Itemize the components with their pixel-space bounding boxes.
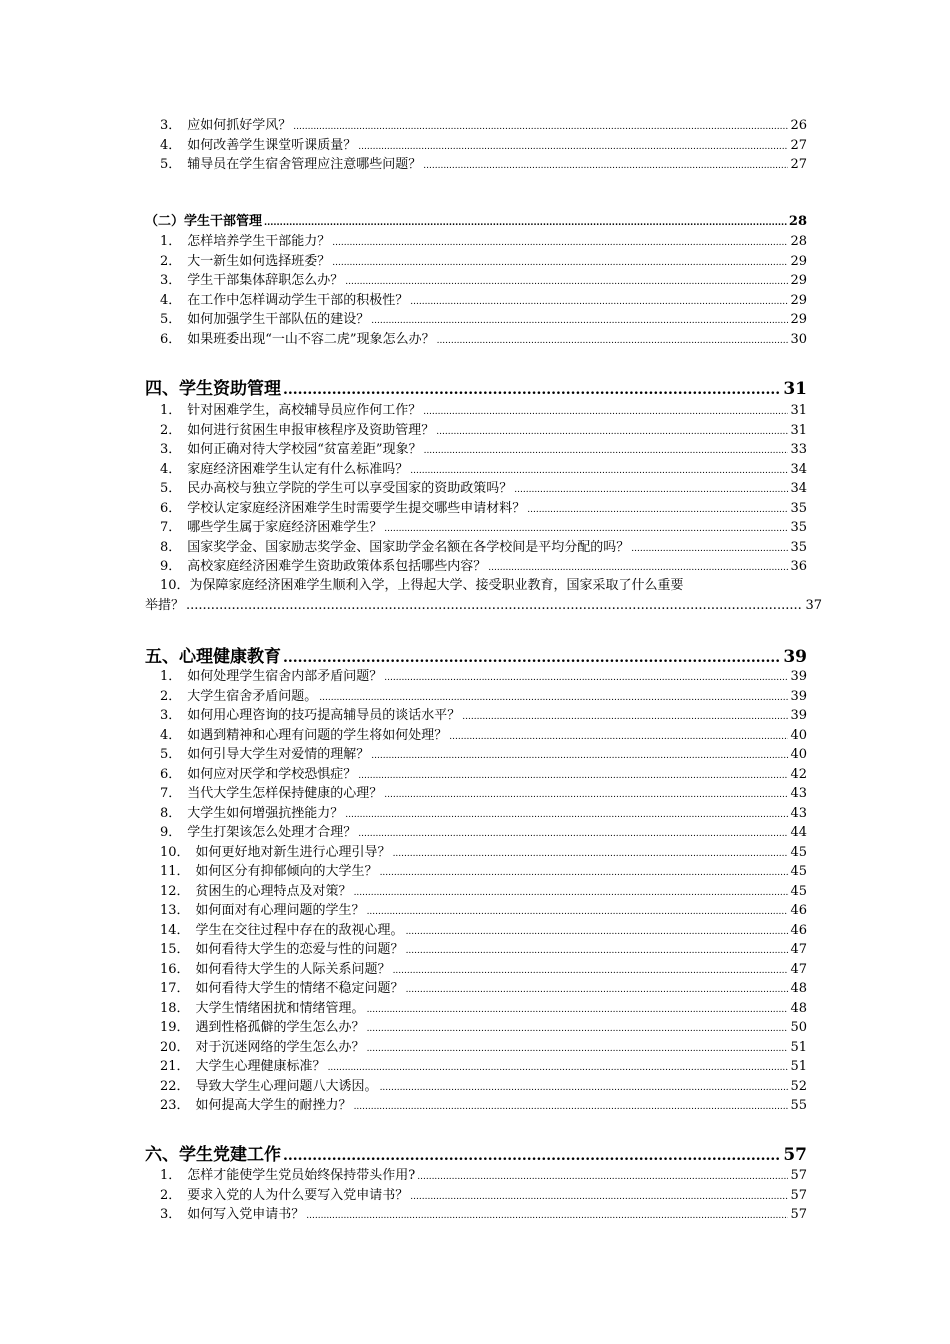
item-text: 大学生宿舍矛盾问题。 [187, 688, 318, 704]
item-text: 如何用心理咨询的技巧提高辅导员的谈话水平？ [187, 708, 461, 723]
item-text: 如何引导大学生对爱情的理解？ [187, 747, 370, 762]
item-text: 怎样培养学生干部能力？ [187, 234, 331, 249]
item-text: 如何写入党申请书？ [187, 1207, 305, 1222]
toc-item[interactable] [145, 1038, 807, 1058]
item-page: 45 [790, 864, 807, 879]
item-page: 48 [790, 981, 807, 996]
item-number: 3． [160, 118, 182, 133]
toc-item[interactable] [145, 940, 807, 960]
section-title: 四、学生资助管理 [145, 379, 281, 399]
item-page: 48 [790, 1000, 807, 1016]
toc-item[interactable] [145, 745, 807, 765]
leader-dots [332, 252, 788, 274]
item-number: 15． [160, 942, 190, 957]
item-number: 1． [160, 1168, 182, 1183]
toc-item[interactable] [145, 1166, 807, 1186]
item-number: 3． [160, 273, 182, 288]
item-text: 民办高校与独立学院的学生可以享受国家的资助政策吗？ [187, 481, 513, 496]
toc-section-party-building[interactable] [145, 1142, 807, 1168]
item-page: 39 [790, 708, 807, 723]
item-page: 31 [790, 403, 807, 418]
item-page: 26 [790, 118, 807, 133]
item-text: 在工作中怎样调动学生干部的积极性？ [187, 292, 409, 308]
item-page: 51 [790, 1059, 807, 1074]
toc-item[interactable] [145, 687, 807, 707]
item-number: 2． [160, 1187, 182, 1203]
item-page: 52 [790, 1078, 807, 1094]
toc-item[interactable] [145, 499, 807, 519]
leader-dots [410, 1186, 788, 1208]
item-text: 大一新生如何选择班委？ [187, 253, 331, 269]
item-number: 12． [160, 883, 190, 899]
item-text: 如何正确对待大学校园“贫富差距”现象？ [187, 442, 422, 457]
leader-dots [437, 330, 789, 352]
leader-dots [358, 136, 788, 158]
item-page: 47 [790, 942, 807, 957]
toc-item[interactable] [145, 232, 807, 252]
item-page: 44 [790, 825, 807, 840]
item-page: 57 [790, 1207, 807, 1222]
item-text: 如何看待大学生的情绪不稳定问题？ [195, 981, 404, 996]
toc-item[interactable] [145, 765, 807, 785]
toc-item[interactable] [145, 726, 807, 746]
item-number: 4． [160, 461, 182, 477]
toc-item[interactable] [145, 518, 807, 538]
leader-dots [436, 421, 788, 443]
item-number: 9． [160, 825, 182, 840]
toc-item[interactable] [145, 1057, 807, 1077]
toc-item[interactable] [145, 271, 807, 291]
item-text: 学生打架该怎么处理才合理？ [187, 825, 357, 840]
item-page: 40 [790, 727, 807, 743]
item-page: 29 [790, 292, 807, 308]
toc-item[interactable] [145, 136, 807, 156]
toc-item[interactable] [145, 843, 807, 863]
toc-item[interactable] [145, 862, 807, 882]
item-number: 8． [160, 805, 182, 821]
toc-item[interactable] [145, 921, 807, 941]
item-text: 如何看待大学生的人际关系问题？ [195, 961, 391, 977]
item-text: 如何改善学生课堂听课质量？ [187, 137, 357, 153]
item-number: 2． [160, 422, 182, 438]
item-number: 10． [160, 844, 190, 860]
toc-block-student-style [145, 116, 807, 175]
toc-item[interactable] [145, 784, 807, 804]
leader-dots [514, 479, 788, 501]
item-page: 46 [790, 903, 807, 918]
toc-item[interactable] [145, 252, 807, 272]
item-text: 如何进行贫困生申报审核程序及资助管理？ [187, 422, 435, 438]
item-number: 5． [160, 157, 182, 172]
item-page: 28 [790, 234, 807, 249]
item-text: 要求入党的人为什么要写入党申请书？ [187, 1187, 409, 1203]
item-text: 怎样才能使学生党员始终保持带头作用? [187, 1168, 416, 1183]
item-text: 为保障家庭经济困难学生顺利入学，上得起大学、接受职业教育，国家采取了什么重要 [189, 578, 684, 593]
leader-dots [283, 376, 781, 403]
item-number: 19． [160, 1020, 190, 1035]
leader-dots [371, 310, 788, 332]
item-number: 3． [160, 1207, 182, 1222]
toc-item[interactable] [145, 1186, 807, 1206]
item-number: 17． [160, 981, 190, 996]
leader-dots [367, 1018, 789, 1040]
section-page: 57 [783, 1145, 807, 1165]
item-number: 6． [160, 331, 182, 347]
toc-item[interactable] [145, 882, 807, 902]
item-page: 45 [790, 844, 807, 860]
leader-dots [462, 706, 788, 728]
leader-dots [384, 518, 788, 540]
item-text: 如何应对厌学和学校恐惧症？ [187, 766, 357, 782]
section-page: 39 [783, 647, 807, 667]
toc-sub-heading-student-cadres[interactable] [145, 212, 807, 232]
item-text: 如何加强学生干部队伍的建设？ [187, 312, 370, 327]
item-number: 2． [160, 253, 182, 269]
item-page: 29 [790, 312, 807, 327]
item-page: 31 [790, 422, 807, 438]
toc-item[interactable] [145, 291, 807, 311]
item-text: 辅导员在学生宿舍管理应注意哪些问题？ [187, 157, 422, 172]
item-page: 43 [790, 805, 807, 821]
toc-item[interactable] [145, 440, 807, 460]
toc-item[interactable] [145, 116, 807, 136]
leader-dots [345, 804, 788, 826]
leader-dots [380, 1077, 789, 1099]
leader-dots [186, 596, 803, 616]
toc-item[interactable] [145, 1205, 807, 1225]
toc-item[interactable] [145, 823, 807, 843]
item-text: 家庭经济困难学生认定有什么标准吗？ [187, 461, 409, 477]
toc-block-party-building [145, 1166, 807, 1225]
item-text: 如何处理学生宿舍内部矛盾问题？ [187, 669, 383, 684]
item-number: 5． [160, 312, 182, 327]
item-text: 高校家庭经济困难学生资助政策体系包括哪些内容？ [187, 559, 487, 574]
item-page: 29 [790, 253, 807, 269]
item-text: 如何提高大学生的耐挫力？ [195, 1098, 352, 1113]
toc-item[interactable] [145, 960, 807, 980]
item-text: 学校认定家庭经济困难学生时需要学生提交哪些申请材料？ [187, 500, 526, 516]
leader-dots [293, 116, 788, 138]
toc-item[interactable] [145, 421, 807, 441]
item-text: 大学生心理健康标准？ [195, 1059, 326, 1074]
item-text: 学生干部集体辞职怎么办？ [187, 273, 344, 288]
item-number: 9． [160, 559, 182, 574]
item-text: 应如何抓好学风？ [187, 118, 292, 133]
item-text-cont: 举措？ [145, 597, 185, 613]
leader-dots [631, 538, 788, 560]
toc-item[interactable] [145, 1077, 807, 1097]
item-page: 27 [790, 157, 807, 172]
leader-dots [367, 999, 789, 1021]
item-number: 6． [160, 766, 182, 782]
leader-dots [358, 823, 788, 845]
item-page: 34 [790, 461, 807, 477]
item-page: 33 [790, 442, 807, 457]
leader-dots [354, 882, 789, 904]
toc-item[interactable] [145, 479, 807, 499]
toc-item[interactable] [145, 979, 807, 999]
leader-dots [358, 765, 788, 787]
toc-item[interactable] [145, 557, 807, 577]
toc-item[interactable] [145, 538, 807, 558]
item-number: 6． [160, 500, 182, 516]
item-page: 42 [790, 766, 807, 782]
item-number: 5． [160, 747, 182, 762]
item-page: 51 [790, 1039, 807, 1055]
item-number: 7． [160, 786, 182, 801]
item-page: 29 [790, 273, 807, 288]
item-page: 30 [790, 331, 807, 347]
leader-dots [367, 1038, 789, 1060]
item-page: 55 [790, 1098, 807, 1113]
item-text: 学生在交往过程中存在的敌视心理。 [195, 922, 404, 938]
item-number: 3． [160, 708, 182, 723]
item-number: 10． [160, 578, 190, 593]
toc-item[interactable] [145, 401, 807, 421]
leader-dots [393, 960, 789, 982]
toc-section-financial-aid[interactable] [145, 376, 807, 402]
item-text: 大学生如何增强抗挫能力？ [187, 805, 344, 821]
leader-dots [371, 745, 788, 767]
item-number: 11． [160, 864, 190, 879]
item-number: 1． [160, 234, 182, 249]
item-page: 34 [790, 481, 807, 496]
item-number: 3． [160, 442, 182, 457]
item-number: 2． [160, 688, 182, 704]
toc-block-student-cadres [145, 232, 807, 349]
toc-item-10-financial-aid[interactable] [145, 576, 822, 615]
item-text: 遇到性格孤僻的学生怎么办？ [195, 1020, 365, 1035]
section-title: 六、学生党建工作 [145, 1145, 281, 1165]
item-page: 35 [790, 500, 807, 516]
item-page: 36 [790, 559, 807, 574]
item-page: 47 [790, 961, 807, 977]
item-number: 18． [160, 1000, 190, 1016]
item-text: 国家奖学金、国家励志奖学金、国家助学金名额在各学校间是平均分配的吗？ [187, 539, 630, 555]
leader-dots [406, 940, 789, 962]
leader-dots [449, 726, 788, 748]
toc-item[interactable] [145, 804, 807, 824]
item-number: 14． [160, 922, 190, 938]
item-number: 1． [160, 403, 182, 418]
item-text: 如果班委出现“一山不容二虎”现象怎么办？ [187, 331, 435, 347]
item-number: 4． [160, 292, 182, 308]
toc-item[interactable] [145, 667, 807, 687]
toc-item[interactable] [145, 901, 807, 921]
item-text: 如何区分有抑郁倾向的大学生？ [195, 864, 378, 879]
item-number: 1． [160, 669, 182, 684]
toc-item[interactable] [145, 310, 807, 330]
leader-dots [367, 901, 789, 923]
leader-dots [264, 212, 787, 233]
item-text: 如何看待大学生的恋爱与性的问题？ [195, 942, 404, 957]
item-number: 4． [160, 137, 182, 153]
toc-item[interactable] [145, 999, 807, 1019]
leader-dots [384, 667, 788, 689]
sub-heading-title: （二）学生干部管理 [145, 214, 263, 229]
item-page: 35 [790, 539, 807, 555]
item-page: 39 [790, 688, 807, 704]
item-number: 22． [160, 1078, 190, 1094]
item-text: 贫困生的心理特点及对策？ [195, 883, 352, 899]
item-page: 40 [790, 747, 807, 762]
leader-dots [410, 460, 788, 482]
toc-item[interactable] [145, 1096, 807, 1116]
item-page: 57 [790, 1168, 807, 1183]
toc-item[interactable] [145, 1018, 807, 1038]
item-text: 如何更好地对新生进行心理引导？ [195, 844, 391, 860]
leader-dots [319, 687, 788, 709]
item-number: 7． [160, 520, 182, 535]
leader-dots [345, 271, 788, 293]
item-number: 4． [160, 727, 182, 743]
leader-dots [406, 979, 789, 1001]
item-number: 20． [160, 1039, 190, 1055]
item-page: 43 [790, 786, 807, 801]
item-text: 如何面对有心理问题的学生？ [195, 903, 365, 918]
leader-dots [406, 921, 789, 943]
toc-block-mental-health [145, 667, 807, 1116]
toc-item[interactable] [145, 155, 807, 175]
item-page: 27 [790, 137, 807, 153]
item-number: 13． [160, 903, 190, 918]
sub-heading-page: 28 [788, 214, 807, 229]
section-page: 31 [783, 379, 807, 399]
item-text: 哪些学生属于家庭经济困难学生？ [187, 520, 383, 535]
item-page: 45 [790, 883, 807, 899]
item-page: 39 [790, 669, 807, 684]
item-text: 针对困难学生，高校辅导员应作何工作？ [187, 403, 422, 418]
leader-dots [354, 1096, 789, 1118]
toc-item[interactable] [145, 460, 807, 480]
leader-dots [283, 1142, 781, 1169]
leader-dots [380, 862, 789, 884]
item-number: 21． [160, 1059, 190, 1074]
toc-item[interactable] [145, 706, 807, 726]
leader-dots [384, 784, 788, 806]
item-text: 对于沉迷网络的学生怎么办？ [195, 1039, 365, 1055]
leader-dots [424, 440, 789, 462]
leader-dots [328, 1057, 789, 1079]
item-page: 35 [790, 520, 807, 535]
section-title: 五、心理健康教育 [145, 647, 281, 667]
toc-item[interactable] [145, 330, 807, 350]
leader-dots [423, 401, 788, 423]
item-page: 46 [790, 922, 807, 938]
item-page: 50 [790, 1020, 807, 1035]
item-number: 8． [160, 539, 182, 555]
leader-dots [417, 1166, 788, 1188]
item-text: 大学生情绪困扰和情绪管理。 [195, 1000, 365, 1016]
toc-block-financial-aid [145, 401, 807, 577]
item-page: 37 [805, 597, 822, 613]
item-number: 16． [160, 961, 190, 977]
item-number: 23． [160, 1098, 190, 1113]
item-page: 57 [790, 1187, 807, 1203]
item-text: 当代大学生怎样保持健康的心理？ [187, 786, 383, 801]
leader-dots [393, 843, 789, 865]
leader-dots [410, 291, 788, 313]
leader-dots [332, 232, 788, 254]
leader-dots [306, 1205, 788, 1227]
item-text: 导致大学生心理问题八大诱因。 [195, 1078, 378, 1094]
item-number: 5． [160, 481, 182, 496]
item-text: 如遇到精神和心理有问题的学生将如何处理？ [187, 727, 448, 743]
leader-dots [423, 155, 788, 177]
leader-dots [527, 499, 788, 521]
